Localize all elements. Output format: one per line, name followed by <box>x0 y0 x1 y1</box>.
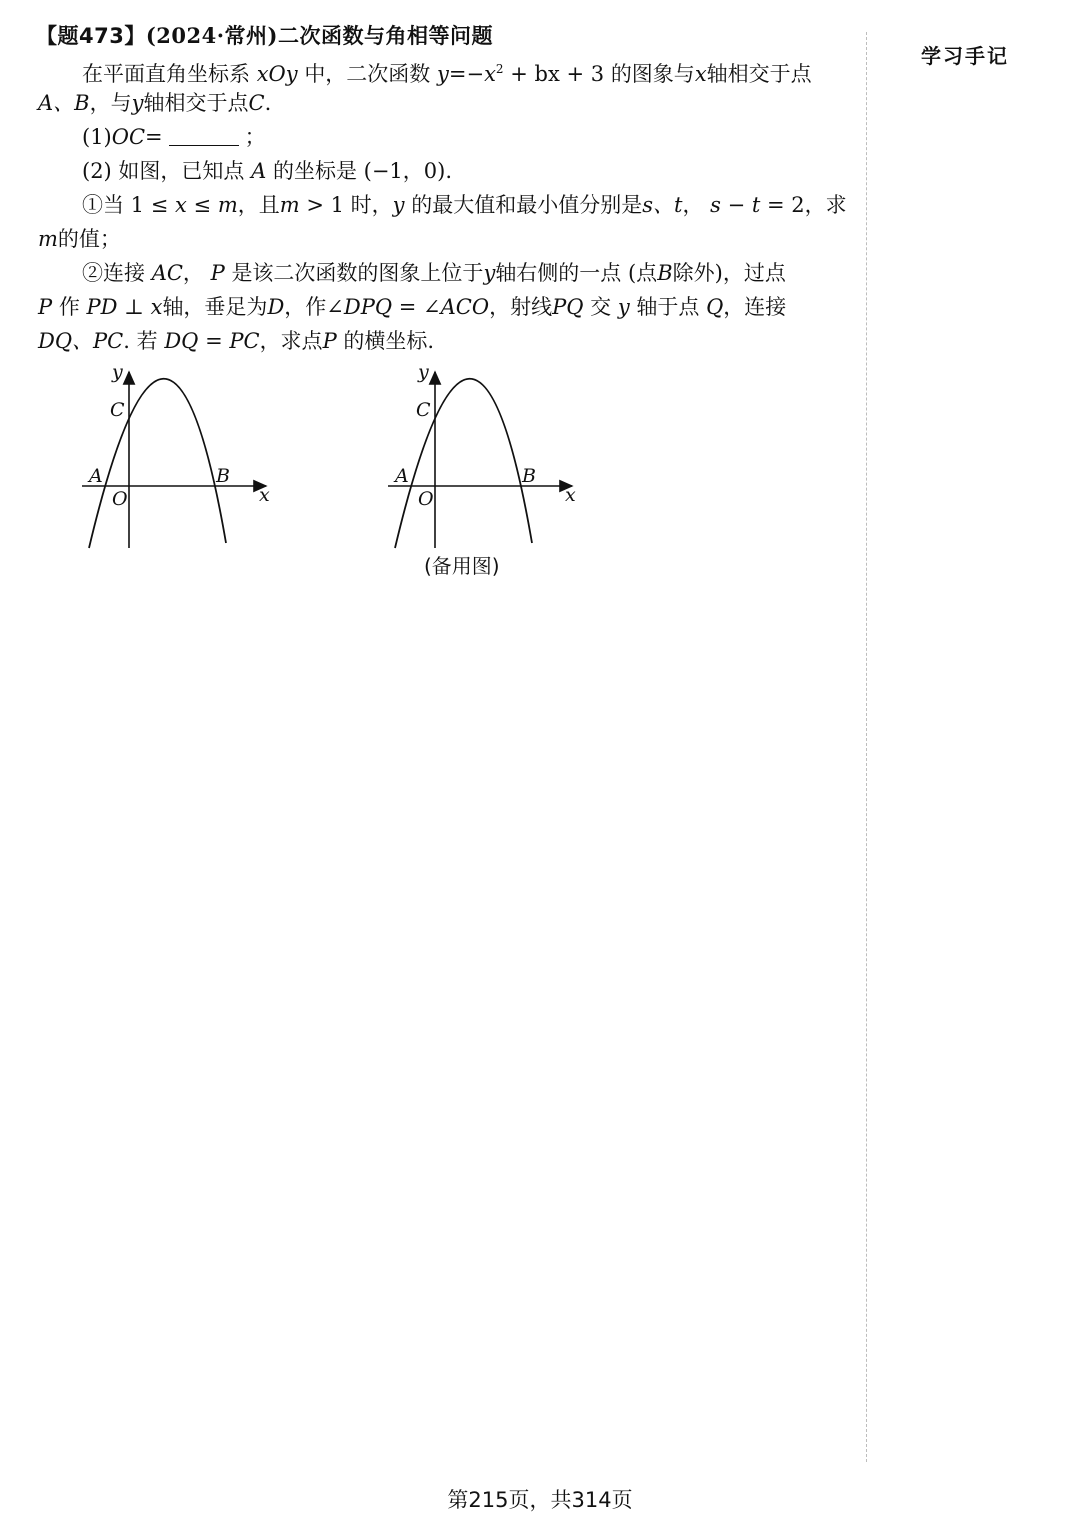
intro-line-2: A、B，与y轴相交于点C. <box>38 91 272 115</box>
intro-line-1: 在平面直角坐标系 xOy 中，二次函数 $y=-x^2$ + bx + 3 的图象与x轴相交于点 <box>82 62 812 86</box>
x-axis-label: x <box>565 484 576 506</box>
problem-header <box>36 20 493 50</box>
parabola-figure-1 <box>70 358 290 558</box>
problem-source: (2024·常州) <box>145 23 278 48</box>
question-2: (2) 如图，已知点 A 的坐标是 (−1，0). <box>82 159 453 183</box>
answer-blank[interactable] <box>169 125 239 146</box>
question-2a-line-1: ①当 1 ≤ x ≤ m，且m > 1 时，y 的最大值和最小值分别是s、t， s − t = 2，求 <box>82 193 847 217</box>
point-b-label: B <box>216 465 230 487</box>
question-1: (1)OC= ； <box>82 125 266 149</box>
point-a-label: A <box>89 465 103 487</box>
point-c-label: C <box>416 399 431 421</box>
parabola-figure-2 <box>376 358 596 558</box>
origin-label: O <box>418 488 434 510</box>
x-axis-label: x <box>259 484 270 506</box>
question-2b-line-3: DQ、PC. 若 DQ = PC，求点P 的横坐标. <box>38 329 435 353</box>
point-b-label: B <box>522 465 536 487</box>
point-c-label: C <box>110 399 125 421</box>
point-a-label: A <box>395 465 409 487</box>
notes-divider <box>866 32 867 1462</box>
question-2b-line-2: P 作 PD ⊥ x轴，垂足为D，作∠DPQ = ∠ACO，射线PQ 交 y 轴于点 Q，连接 <box>38 295 787 319</box>
figure-caption: (备用图) <box>424 554 500 578</box>
question-2b-line-1: ②连接 AC， P 是该二次函数的图象上位于y轴右侧的一点 (点B除外)，过点 <box>82 261 786 285</box>
notes-title: 学习手记 <box>921 44 1009 68</box>
problem-topic: 二次函数与角相等问题 <box>277 24 493 48</box>
origin-label: O <box>112 488 128 510</box>
question-2a-line-2: m的值； <box>38 227 121 251</box>
page-footer: 第215页，共314页 <box>447 1488 633 1512</box>
y-axis-label: y <box>418 361 429 383</box>
y-axis-label: y <box>112 361 123 383</box>
problem-number: 【题473】 <box>36 24 146 48</box>
